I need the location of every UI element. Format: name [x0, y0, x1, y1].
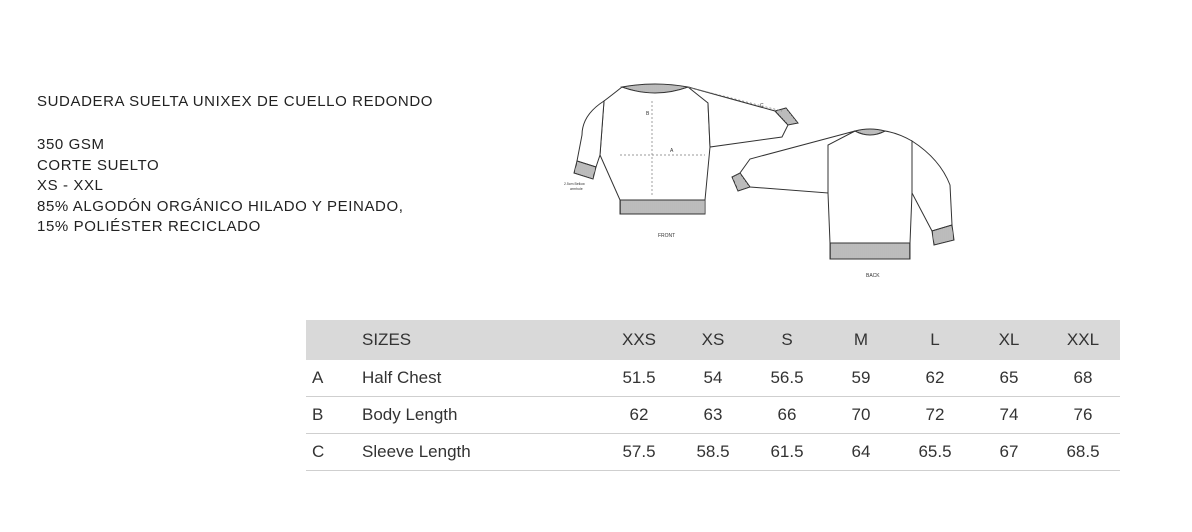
table-row	[306, 397, 1120, 434]
cell-value: 65	[999, 368, 1019, 387]
cell-value: 62	[925, 368, 945, 387]
garment-flat-sketch	[560, 75, 965, 285]
cell-value: 67	[999, 442, 1019, 461]
spec-composition-1: 85% ALGODÓN ORGÁNICO HILADO Y PEINADO,	[37, 197, 404, 215]
row-name: Body Length	[362, 405, 458, 424]
cell-value: 54	[703, 368, 723, 387]
spec-fit: CORTE SUELTO	[37, 156, 160, 174]
sweatshirt-diagram	[560, 75, 965, 285]
size-header-xxs: XXS	[621, 330, 657, 349]
cell-value: 58.5	[696, 442, 730, 461]
row-letter: B	[312, 405, 324, 424]
armhole-note-line1: 2.5cm Bellow	[564, 182, 585, 186]
size-header-xs: XS	[701, 330, 725, 349]
front-body	[600, 87, 710, 200]
back-right-sleeve	[912, 141, 952, 231]
cell-value: 61.5	[770, 442, 804, 461]
cell-value: 68	[1073, 368, 1093, 387]
spec-composition-2: 15% POLIÉSTER RECICLADO	[37, 218, 261, 235]
cell-value: 74	[999, 405, 1019, 424]
back-hem-rib	[830, 243, 910, 259]
cell-value: 56.5	[770, 368, 804, 387]
measure-b-label: B	[646, 111, 650, 117]
size-chart-table	[306, 320, 1120, 471]
cell-value: 64	[851, 442, 871, 461]
cell-value: 62	[629, 405, 649, 424]
cell-value: 76	[1073, 405, 1093, 424]
front-view	[574, 84, 798, 214]
spec-size-range: XS - XXL	[37, 177, 104, 194]
measure-a-label: A	[670, 148, 674, 154]
front-label: FRONT	[658, 233, 676, 239]
header-blank-cell	[306, 320, 362, 360]
sizes-header-label: SIZES	[362, 330, 412, 349]
front-left-sleeve	[577, 101, 604, 167]
row-name: Half Chest	[362, 368, 442, 387]
spec-weight: 350 GSM	[37, 136, 105, 153]
size-header-l: L	[930, 330, 940, 349]
table-row	[306, 434, 1120, 471]
table-row	[306, 360, 1120, 397]
cell-value: 72	[925, 405, 945, 424]
size-header-row	[306, 320, 1120, 360]
cell-value: 63	[703, 405, 723, 424]
front-hem-rib	[620, 200, 705, 214]
cell-value: 68.5	[1066, 442, 1100, 461]
row-letter: A	[312, 368, 324, 387]
row-name: Sleeve Length	[362, 442, 471, 461]
size-header-xl: XL	[998, 330, 1020, 349]
cell-value: 59	[851, 368, 871, 387]
product-specs	[37, 135, 404, 238]
measure-c-label: C	[760, 103, 764, 109]
back-view	[732, 129, 954, 259]
row-letter: C	[312, 442, 325, 461]
back-body	[828, 131, 912, 243]
cell-value: 66	[777, 405, 797, 424]
cell-value: 65.5	[918, 442, 952, 461]
armhole-note-line2: armhole	[570, 187, 583, 191]
size-header-xxl: XXL	[1066, 330, 1100, 349]
cell-value: 57.5	[622, 442, 656, 461]
cell-value: 70	[851, 405, 871, 424]
size-header-s: S	[781, 330, 793, 349]
size-header-m: M	[853, 330, 869, 349]
product-title: SUDADERA SUELTA UNIXEX DE CUELLO REDONDO	[37, 93, 434, 110]
back-label: BACK	[866, 273, 880, 279]
cell-value: 51.5	[622, 368, 656, 387]
